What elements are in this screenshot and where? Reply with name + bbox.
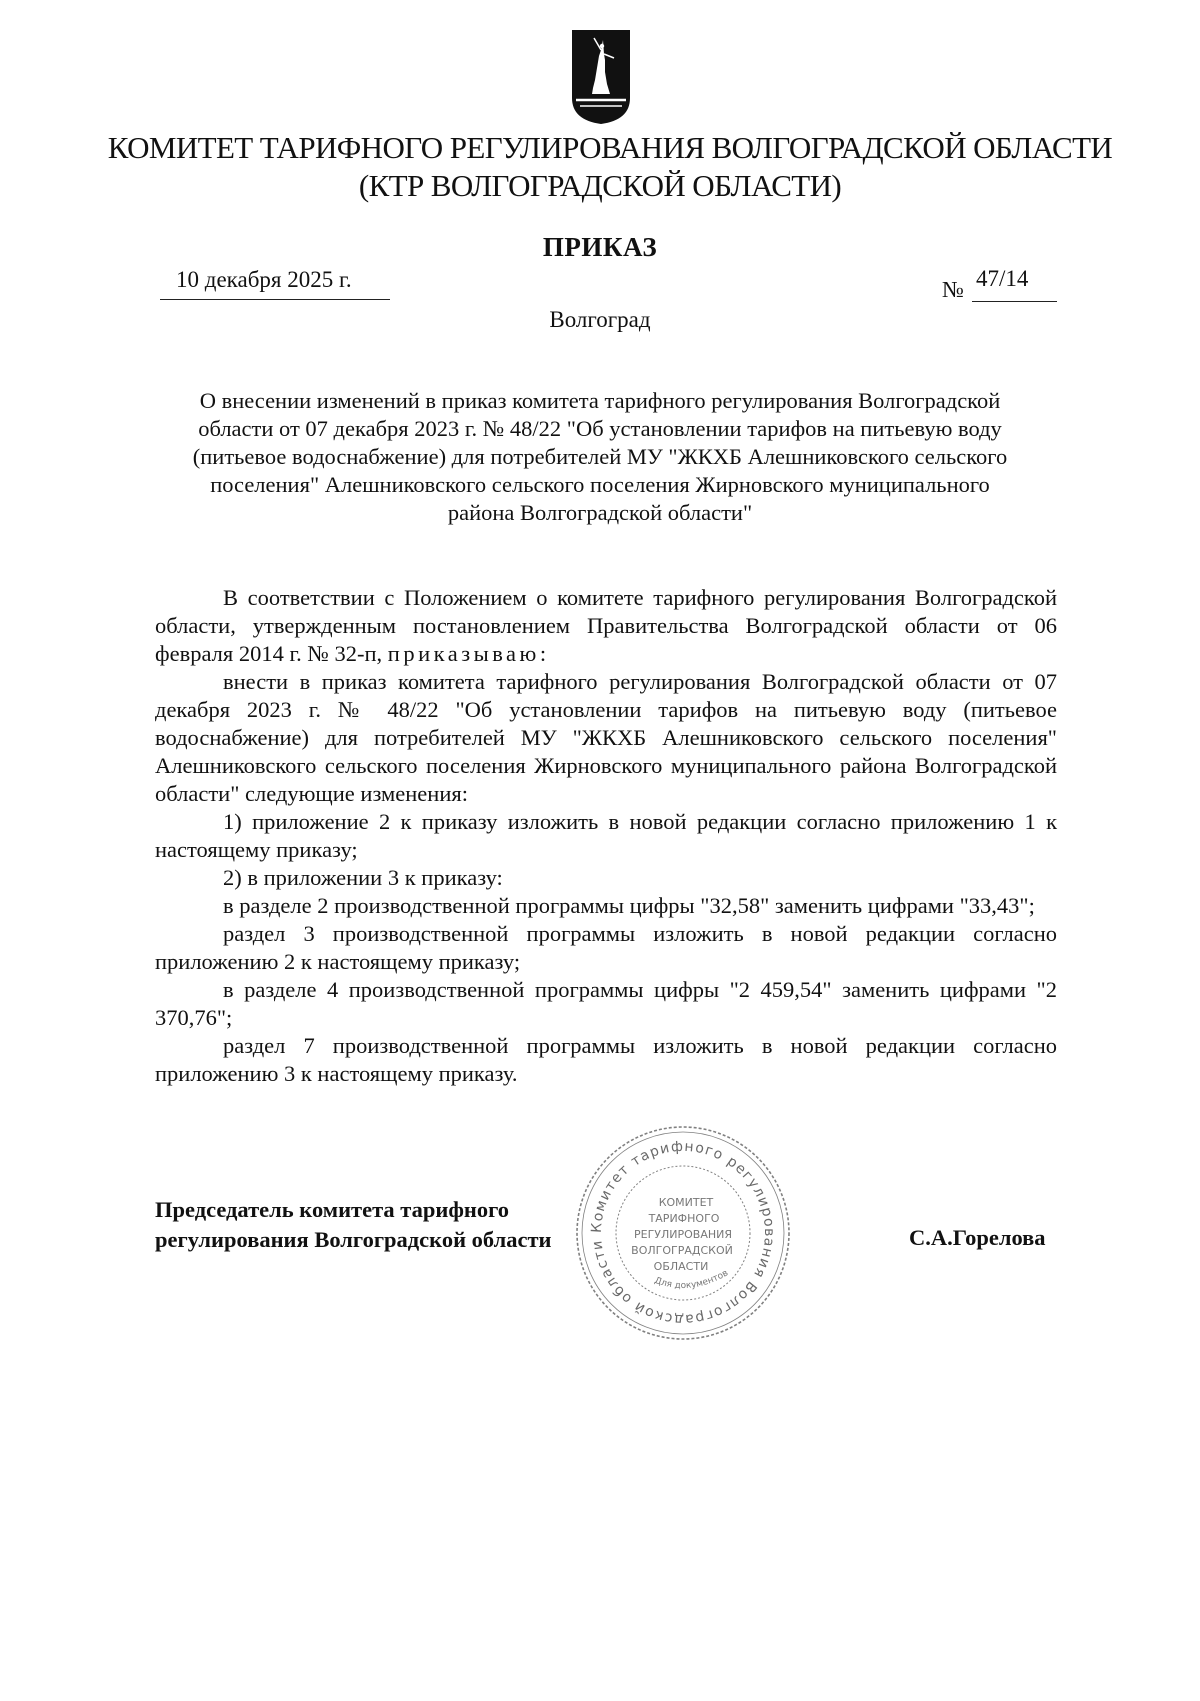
document-date: 10 декабря 2025 г.	[176, 267, 352, 292]
organization-name: КОМИТЕТ ТАРИФНОГО РЕГУЛИРОВАНИЯ ВОЛГОГРАДСКОЙ ОБЛАСТИ	[107, 130, 1113, 165]
body-paragraph: раздел 7 производственной программы изложить в новой редакции согласно приложению 3 к настоящему приказу.	[155, 1033, 1057, 1086]
signatory-position	[155, 1195, 552, 1255]
document-body	[155, 584, 1057, 1088]
coat-of-arms-emblem	[570, 28, 632, 126]
subject-line: района Волгоградской области"	[447, 500, 753, 525]
number-sign: №	[942, 277, 964, 302]
preamble-text: В соответствии с Положением о комитете тарифного регулирования Волгоградской области, утвержденным постановлением Правительства Волгоградской области от 06 февраля 2014 г. № 32-п,	[155, 585, 1057, 666]
document-subject	[160, 387, 1040, 527]
body-paragraph: 1) приложение 2 к приказу изложить в новой редакции согласно приложению 1 к настоящему приказу;	[155, 809, 1057, 862]
body-paragraph: раздел 3 производственной программы изложить в новой редакции согласно приложению 2 к настоящему приказу;	[155, 921, 1057, 974]
stamp-center-line: ВОЛГОГРАДСКОЙ	[631, 1244, 733, 1257]
subject-line: (питьевое водоснабжение) для потребителей МУ "ЖКХБ Алешниковского сельского	[192, 444, 1008, 469]
body-paragraph: в разделе 2 производственной программы цифры "32,58" заменить цифрами "33,43";	[223, 893, 1035, 918]
document-type-title: ПРИКАЗ	[542, 232, 658, 262]
body-paragraph: в разделе 4 производственной программы цифры "2 459,54" заменить цифрами "2 370,76";	[155, 977, 1057, 1030]
body-paragraph: 2) в приложении 3 к приказу:	[223, 865, 503, 890]
stamp-center-line: КОМИТЕТ	[658, 1196, 714, 1209]
position-line: Председатель комитета тарифного	[155, 1197, 510, 1222]
subject-line: поселения" Алешниковского сельского поселения Жирновского муниципального	[210, 472, 990, 497]
number-field	[972, 265, 1057, 302]
subject-line: области от 07 декабря 2023 г. № 48/22 "Об установлении тарифов на питьевую воду	[198, 416, 1002, 441]
city-name: Волгоград	[549, 307, 651, 332]
order-word: приказываю:	[387, 641, 550, 666]
subject-line: О внесении изменений в приказ комитета тарифного регулирования Волгоградской	[199, 388, 1001, 413]
stamp-inner-text: Для документов	[652, 1268, 731, 1292]
official-stamp	[568, 1118, 798, 1348]
stamp-ring-text: Комитет тарифного регулирования Волгоградской области	[588, 1138, 778, 1328]
body-paragraph: внести в приказ комитета тарифного регулирования Волгоградской области от 07 декабря 2023 г. № 48/22 "Об установлении тарифов на питьевую воду (питьевое водоснабжение) для потребителей МУ "ЖКХБ Алешниковского сельского поселения" Алешниковского сельского поселения Жирновского муниципального района Волгоградской области" следующие изменения:	[155, 669, 1057, 806]
signatory-name: С.А.Горелова	[909, 1225, 1046, 1250]
stamp-center-line: ОБЛАСТИ	[653, 1260, 709, 1273]
position-line: регулирования Волгоградской области	[155, 1227, 552, 1252]
stamp-center-line: РЕГУЛИРОВАНИЯ	[633, 1228, 733, 1241]
document-number: 47/14	[976, 266, 1029, 291]
organization-abbreviation: (КТР ВОЛГОГРАДСКОЙ ОБЛАСТИ)	[358, 168, 842, 203]
preamble-paragraph	[155, 584, 1057, 668]
date-field	[160, 265, 390, 300]
stamp-center-line: ТАРИФНОГО	[648, 1212, 720, 1225]
